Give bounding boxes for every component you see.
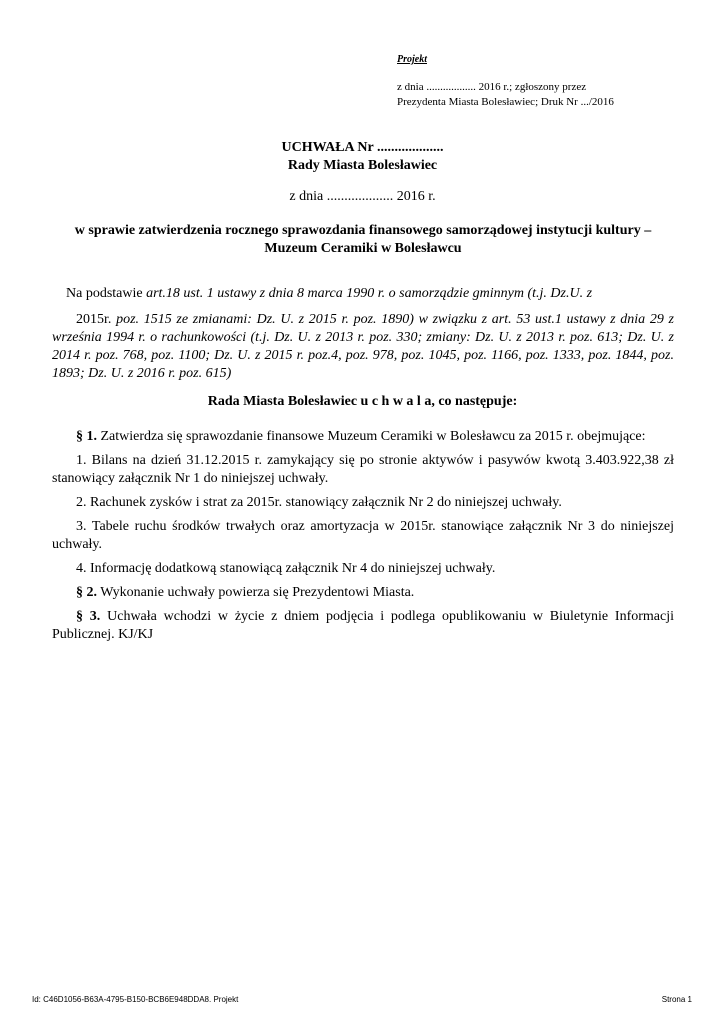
paragraph-1-text: Zatwierdza się sprawozdanie finansowe Muzeum Ceramiki w Bolesławcu za 2015 r. obejmujące:: [97, 429, 646, 444]
list-item-4: 4. Informację dodatkową stanowiącą załącznik Nr 4 do niniejszej uchwały.: [76, 561, 496, 576]
paragraph-3: [52, 608, 674, 644]
list-item-2: 2. Rachunek zysków i strat za 2015r. stanowiący załącznik Nr 2 do niniejszej uchwały.: [76, 495, 562, 510]
list-item-1: 1. Bilans na dzień 31.12.2015 r. zamykający się po stronie aktywów i pasywów kwotą 3.403.922,38 zł stanowiący załącznik Nr 1 do niniejszej uchwały.: [52, 453, 674, 486]
paragraph-1-mark: § 1.: [76, 429, 97, 444]
resolves-heading: Rada Miasta Bolesławiec u c h w a l a, co następuje:: [207, 394, 518, 409]
paragraph-3-mark: § 3.: [76, 609, 101, 624]
list-item-3: 3. Tabele ruchu środków trwałych oraz amortyzacja w 2015r. stanowiące załącznik Nr 3 do niniejszej uchwały.: [52, 519, 674, 552]
title-line2: Rady Miasta Bolesławiec: [287, 158, 438, 173]
legal-basis-cont-italic: poz. 1515 ze zmianami: Dz. U. z 2015 r. poz. 1890) w związku z art. 53 ust.1 ustawy z dnia 29 z września 1994 r. o rachunkowości (t.j. Dz. U. z 2013 r. poz. 330; zmiany: Dz. U. z 2013 r. poz. 613; Dz. U. z 2014 r. poz. 768, poz. 1100; Dz. U. z 2015 r. poz.4, poz. 978, poz. 1045, poz. 1166, poz. 1333, poz. 1844, poz. 1893; Dz. U. z 2016 r. poz. 615): [52, 312, 675, 381]
legal-basis-continuation: [52, 311, 674, 383]
footer-page-number: Strona 1: [661, 995, 692, 1004]
paragraph-3-text: Uchwała wchodzi w życie z dniem podjęcia i podlega opublikowaniu w Biuletynie Informacji Publicznej. KJ/KJ: [52, 609, 674, 642]
header-meta-line1: z dnia .................. 2016 r.; zgłoszony przez: [397, 81, 587, 93]
paragraph-2-mark: § 2.: [76, 585, 97, 600]
title-line1: UCHWAŁA Nr ...................: [281, 140, 444, 155]
resolution-body: [52, 428, 674, 650]
paragraph-2: [52, 584, 674, 602]
footer-doc-id: Id: C46D1056-B63A-4795-B150-BCB6E948DDA8. Projekt: [32, 995, 239, 1004]
legal-basis: [52, 285, 674, 383]
header-meta: [397, 80, 614, 110]
legal-basis-intro: [52, 285, 674, 303]
projekt-label: Projekt: [397, 54, 427, 65]
paragraph-1: [52, 428, 674, 446]
header-meta-line2: Prezydenta Miasta Bolesławiec; Druk Nr .../2016: [397, 96, 614, 108]
legal-basis-intro-italic: art.18 ust. 1 ustawy z dnia 8 marca 1990 r. o samorządzie gminnym (t.j. Dz.U. z: [146, 286, 593, 301]
date-line: z dnia ................... 2016 r.: [289, 189, 436, 204]
legal-basis-intro-plain: Na podstawie: [66, 286, 147, 301]
document-title: [0, 139, 725, 175]
subject-heading: w sprawie zatwierdzenia rocznego sprawozdania finansowego samorządowej instytucji kultury – Muzeum Ceramiki w Bolesławcu: [74, 223, 652, 256]
legal-basis-cont-plain: 2015r.: [76, 312, 117, 327]
paragraph-2-text: Wykonanie uchwały powierza się Prezydentowi Miasta.: [97, 585, 415, 600]
